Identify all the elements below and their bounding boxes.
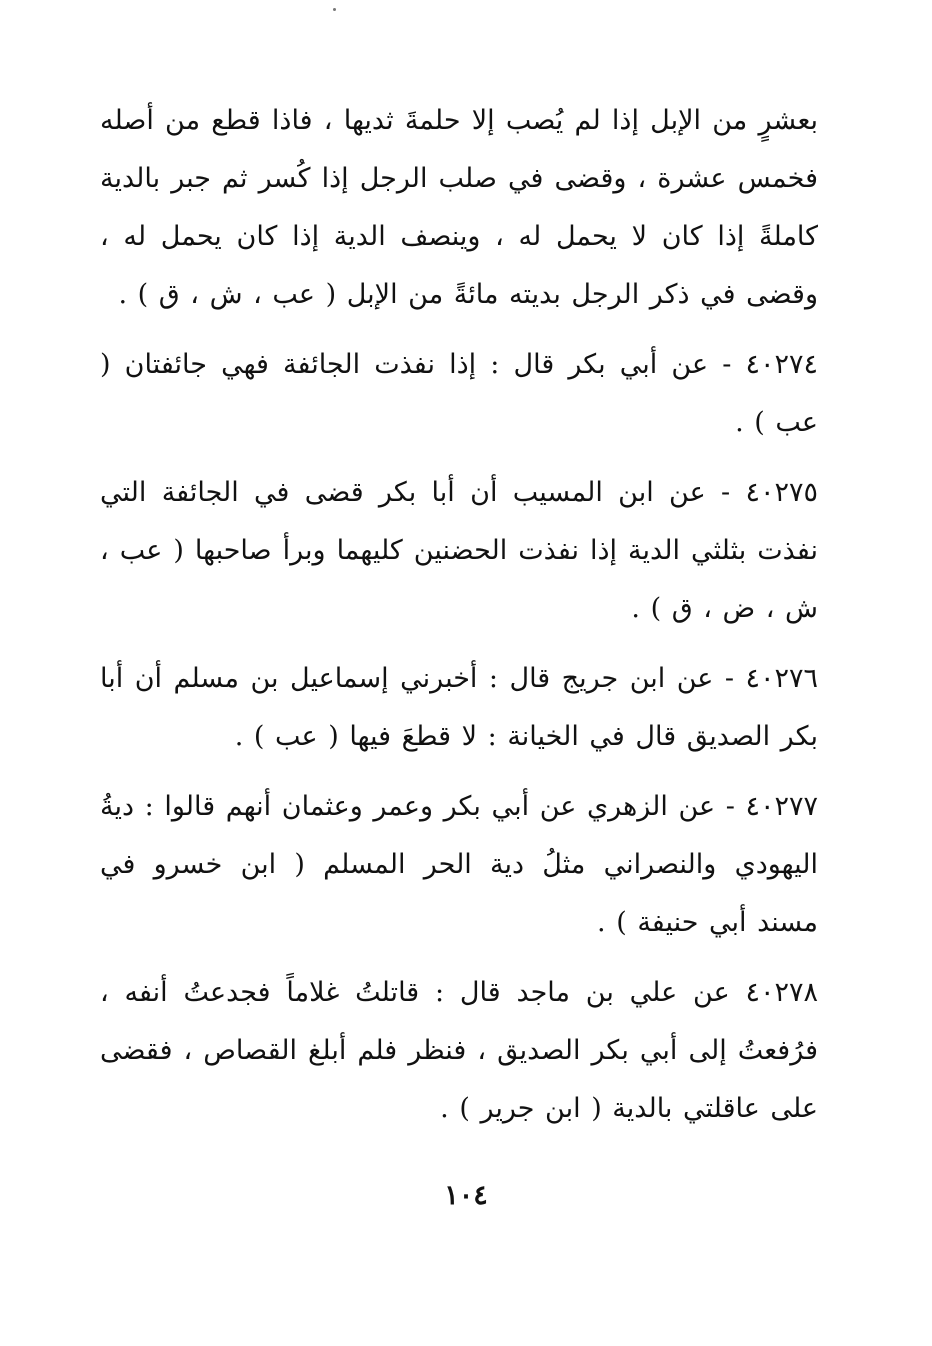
hadith-40274: ٤٠٢٧٤ - عن أبي بكر قال : إذا نفذت الجائفة فهي جائفتان ( عب ) . [100,349,818,438]
hadith-40278: ٤٠٢٧٨ عن علي بن ماجد قال : قاتلتُ غلاماً فجدعتُ أنفه ، فرُفعتُ إلى أبي بكر الصديق ، فنظر فلم أبلغ القصاص ، فقضى على عاقلتي بالدية ( ابن جرير ) . [100,977,818,1124]
hadith-40277: ٤٠٢٧٧ - عن الزهري عن أبي بكر وعمر وعثمان أنهم قالوا : ديةُ اليهودي والنصراني مثلُ دية الحر المسلم ( ابن خسرو في مسند أبي حنيفة ) . [100,791,818,938]
paragraph-continuation: بعشرٍ من الإبل إذا لم يُصب إلا حلمةَ ثديها ، فاذا قطع من أصله فخمس عشرة ، وقضى في صلب الرجل إذا كُسر ثم جبر بالدية كاملةً إذا كان لا يحمل له ، وينصف الدية إذا كان يحمل له ، وقضى في ذكر الرجل بديته مائةً من الإبل ( عب ، ش ، ق ) . [100,105,818,310]
scan-speck [333,8,336,11]
hadith-40275: ٤٠٢٧٥ - عن ابن المسيب أن أبا بكر قضى في الجائفة التي نفذت بثلثي الدية إذا نفذت الحضنين كليهما وبرأ صاحبها ( عب ، ش ، ض ، ق ) . [100,477,818,624]
page-number: ١٠٤ [444,1180,488,1211]
page-body [100,92,818,1138]
hadith-40276: ٤٠٢٧٦ - عن ابن جريج قال : أخبرني إسماعيل بن مسلم أن أبا بكر الصديق قال في الخيانة : لا قطعَ فيها ( عب ) . [100,663,818,752]
